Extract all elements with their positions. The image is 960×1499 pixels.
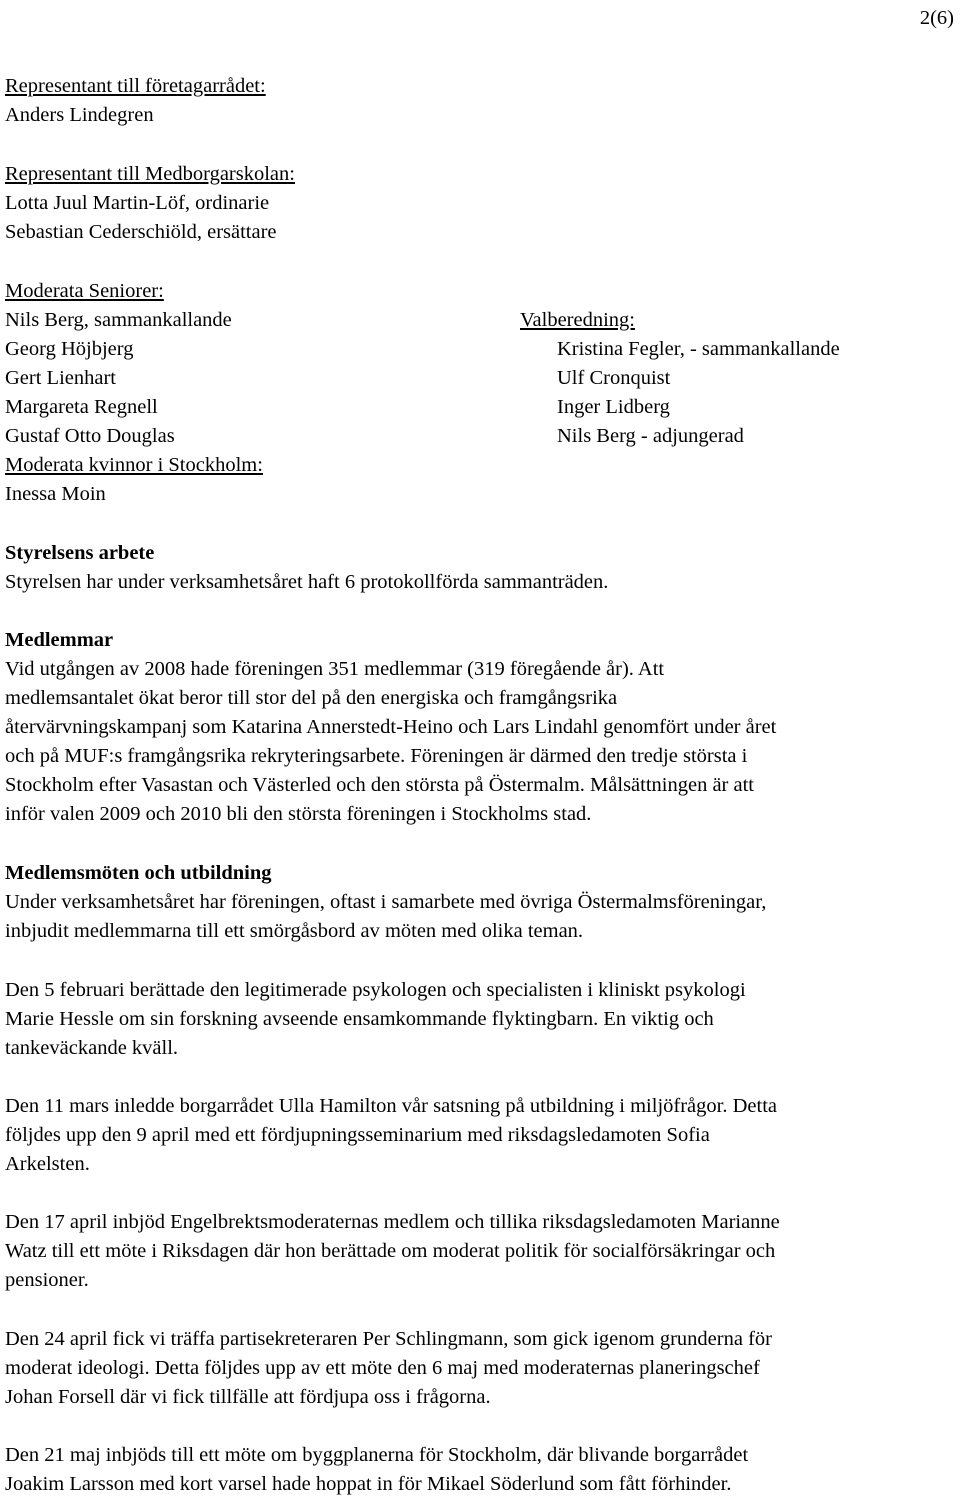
paragraph-line: Den 17 april inbjöd Engelbrektsmoderaternas medlem och tillika riksdagsledamoten Marianne bbox=[5, 1211, 780, 1233]
paragraph-line: Marie Hessle om sin forskning avseende ensamkommande flyktingbarn. En viktig och bbox=[5, 1008, 714, 1030]
paragraph-line: Den 5 februari berättade den legitimerade psykologen och specialisten i kliniskt psykologi bbox=[5, 979, 746, 1001]
paragraph-line: Den 24 april fick vi träffa partisekreteraren Per Schlingmann, som gick igenom grunderna för bbox=[5, 1328, 772, 1350]
paragraph-line: inför valen 2009 och 2010 bli den största föreningen i Stockholms stad. bbox=[5, 803, 592, 825]
paragraph-line: Johan Forsell där vi fick tillfälle att fördjupa oss i frågorna. bbox=[5, 1386, 491, 1408]
paragraph-line: Arkelsten. bbox=[5, 1153, 90, 1175]
paragraph-line: Den 11 mars inledde borgarrådet Ulla Hamilton vår satsning på utbildning i miljöfrågor. Detta bbox=[5, 1095, 777, 1117]
member-name: Sebastian Cederschiöld, ersättare bbox=[5, 221, 277, 243]
event-paragraph bbox=[5, 1092, 960, 1179]
paragraph-line: Stockholm efter Vasastan och Västerled och den största på Östermalm. Målsättningen är att bbox=[5, 774, 755, 796]
medlemsmoten-section bbox=[5, 859, 960, 946]
medlemmar-heading: Medlemmar bbox=[5, 629, 114, 651]
member-name: Inessa Moin bbox=[5, 483, 106, 505]
paragraph-line: Vid utgången av 2008 hade föreningen 351 medlemmar (319 föregående år). Att bbox=[5, 658, 665, 680]
moderata-seniorer-section bbox=[5, 277, 263, 509]
page-number: 2(6) bbox=[919, 7, 954, 29]
foretagsradet-section bbox=[5, 72, 266, 130]
moderata-seniorer-heading: Moderata Seniorer: bbox=[5, 280, 164, 302]
paragraph-line: återvärvningskampanj som Katarina Annerstedt-Heino och Lars Lindahl genomfört under året bbox=[5, 716, 777, 738]
paragraph-line: inbjudit medlemmarna till ett smörgåsbord av möten med olika teman. bbox=[5, 920, 584, 942]
styrelsens-arbete-section bbox=[5, 539, 960, 597]
member-name: Anders Lindegren bbox=[5, 104, 154, 126]
valberedning-section bbox=[520, 306, 840, 451]
foretagsradet-heading: Representant till företagarrådet: bbox=[5, 75, 266, 97]
moderata-kvinnor-heading: Moderata kvinnor i Stockholm: bbox=[5, 454, 263, 476]
medborgarskolan-section bbox=[5, 160, 295, 247]
paragraph-line: och på MUF:s framgångsrika rekryteringsarbete. Föreningen är därmed den tredje största i bbox=[5, 745, 748, 767]
paragraph-line: Styrelsen har under verksamhetsåret haft 6 protokollförda sammanträden. bbox=[5, 571, 609, 593]
event-paragraph bbox=[5, 1325, 960, 1412]
member-name: Gert Lienhart bbox=[5, 367, 116, 389]
valberedning-heading: Valberedning: bbox=[520, 309, 635, 331]
paragraph-line: Under verksamhetsåret har föreningen, oftast i samarbete med övriga Östermalmsföreningar, bbox=[5, 891, 767, 913]
event-paragraph bbox=[5, 1441, 960, 1499]
member-name: Nils Berg - adjungerad bbox=[557, 425, 744, 447]
medlemmar-section bbox=[5, 626, 960, 829]
paragraph-line: Joakim Larsson med kort varsel hade hoppat in för Mikael Söderlund som fått förhinder. bbox=[5, 1473, 732, 1495]
member-name: Margareta Regnell bbox=[5, 396, 158, 418]
paragraph-line: tankeväckande kväll. bbox=[5, 1037, 179, 1059]
medlemsmoten-heading: Medlemsmöten och utbildning bbox=[5, 862, 272, 884]
medborgarskolan-heading: Representant till Medborgarskolan: bbox=[5, 163, 295, 185]
member-name: Lotta Juul Martin-Löf, ordinarie bbox=[5, 192, 270, 214]
paragraph-line: Watz till ett möte i Riksdagen där hon berättade om moderat politik för socialförsäkringar och bbox=[5, 1240, 776, 1262]
member-name: Nils Berg, sammankallande bbox=[5, 309, 232, 331]
paragraph-line: följdes upp den 9 april med ett fördjupningsseminarium med riksdagsledamoten Sofia bbox=[5, 1124, 710, 1146]
paragraph-line: Den 21 maj inbjöds till ett möte om byggplanerna för Stockholm, där blivande borgarrådet bbox=[5, 1444, 749, 1466]
paragraph-line: pensioner. bbox=[5, 1269, 89, 1291]
member-name: Georg Höjbjerg bbox=[5, 338, 134, 360]
member-name: Inger Lidberg bbox=[557, 396, 670, 418]
paragraph-line: medlemsantalet ökat beror till stor del på den energiska och framgångsrika bbox=[5, 687, 618, 709]
member-name: Kristina Fegler, - sammankallande bbox=[557, 338, 840, 360]
paragraph-line: moderat ideologi. Detta följdes upp av ett möte den 6 maj med moderaternas planeringschef bbox=[5, 1357, 760, 1379]
member-name: Gustaf Otto Douglas bbox=[5, 425, 175, 447]
styrelsens-arbete-heading: Styrelsens arbete bbox=[5, 542, 155, 564]
member-name: Ulf Cronquist bbox=[557, 367, 671, 389]
event-paragraph bbox=[5, 1208, 960, 1295]
event-paragraph bbox=[5, 976, 960, 1063]
